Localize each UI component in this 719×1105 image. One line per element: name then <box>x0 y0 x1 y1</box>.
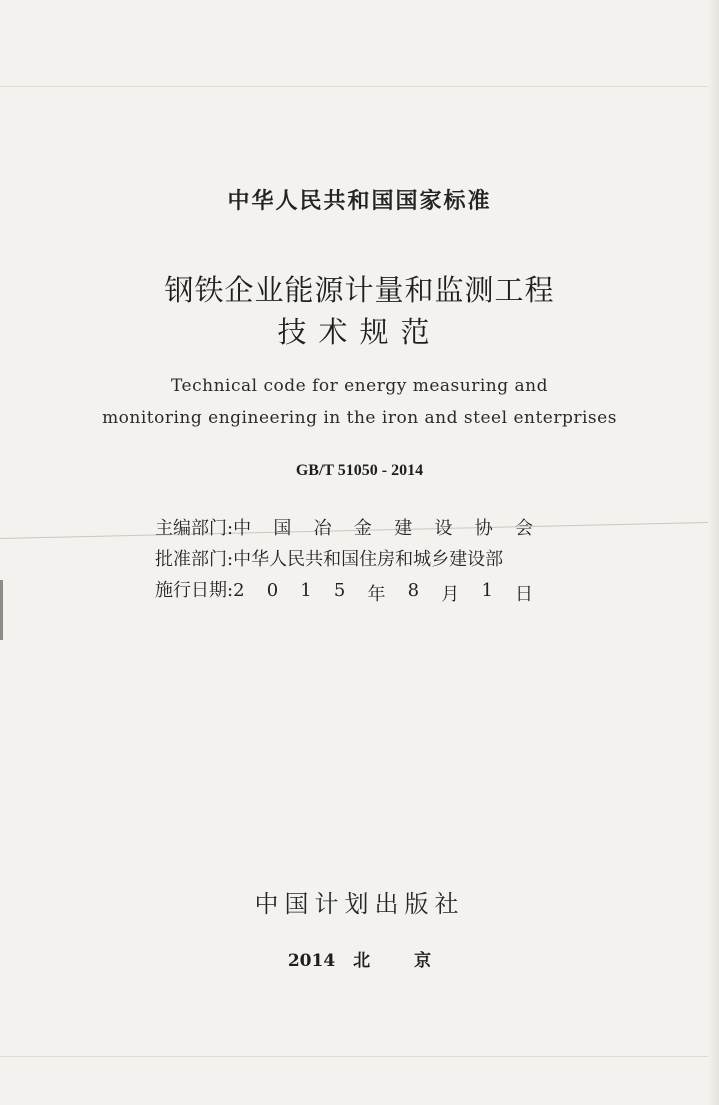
editor-char: 冶 <box>313 518 332 539</box>
date-char: 2 <box>233 580 245 601</box>
english-title-line-2: monitoring engineering in the iron and steel enterprises <box>102 408 617 428</box>
standard-series-title: 中华人民共和国国家标准 <box>227 189 492 214</box>
effective-date-row <box>155 576 575 607</box>
document-title-line-1: 钢铁企业能源计量和监测工程 <box>164 273 555 307</box>
editor-char: 协 <box>474 518 493 539</box>
page-edge-shadow <box>708 0 719 1105</box>
editor-value <box>233 514 533 540</box>
document-title-line-2: 技术规范 <box>277 315 442 349</box>
editor-char: 设 <box>434 518 453 539</box>
english-title-line-1: Technical code for energy measuring and <box>171 376 548 396</box>
editor-char: 金 <box>353 518 372 539</box>
date-char: 月 <box>441 584 460 605</box>
publication-info <box>155 514 575 607</box>
editor-row <box>155 514 575 545</box>
label-separator: : <box>227 580 234 601</box>
label-separator: : <box>227 518 234 539</box>
date-char: 1 <box>300 580 312 601</box>
label-separator: : <box>227 549 234 570</box>
editor-char: 国 <box>273 518 292 539</box>
publisher-name: 中国计划出版社 <box>254 890 465 918</box>
effective-date-label: 施行日期 <box>155 580 227 601</box>
scan-edge-mark <box>0 580 3 640</box>
date-char: 0 <box>266 580 279 601</box>
editor-label: 主编部门 <box>155 518 227 539</box>
approver-label: 批准部门 <box>155 549 227 570</box>
effective-date-value <box>233 580 533 606</box>
date-char: 5 <box>333 580 346 601</box>
date-char: 年 <box>367 584 386 605</box>
scan-artifact-line <box>0 86 719 87</box>
publication-city-part: 北 <box>353 951 371 971</box>
scan-artifact-line <box>0 1056 719 1057</box>
date-char: 日 <box>515 584 534 605</box>
approver-row <box>155 545 575 576</box>
editor-char: 会 <box>515 518 534 539</box>
publication-year-place <box>0 946 719 971</box>
approver-value: 中华人民共和国住房和城乡建设部 <box>233 549 504 570</box>
editor-char: 建 <box>394 518 413 539</box>
date-char: 8 <box>407 580 420 601</box>
publication-city-part: 京 <box>414 951 432 971</box>
date-char: 1 <box>481 580 493 601</box>
publication-year: 2014 <box>287 951 336 971</box>
standard-code: GB/T 51050 - 2014 <box>295 462 424 479</box>
editor-char: 中 <box>233 518 252 539</box>
